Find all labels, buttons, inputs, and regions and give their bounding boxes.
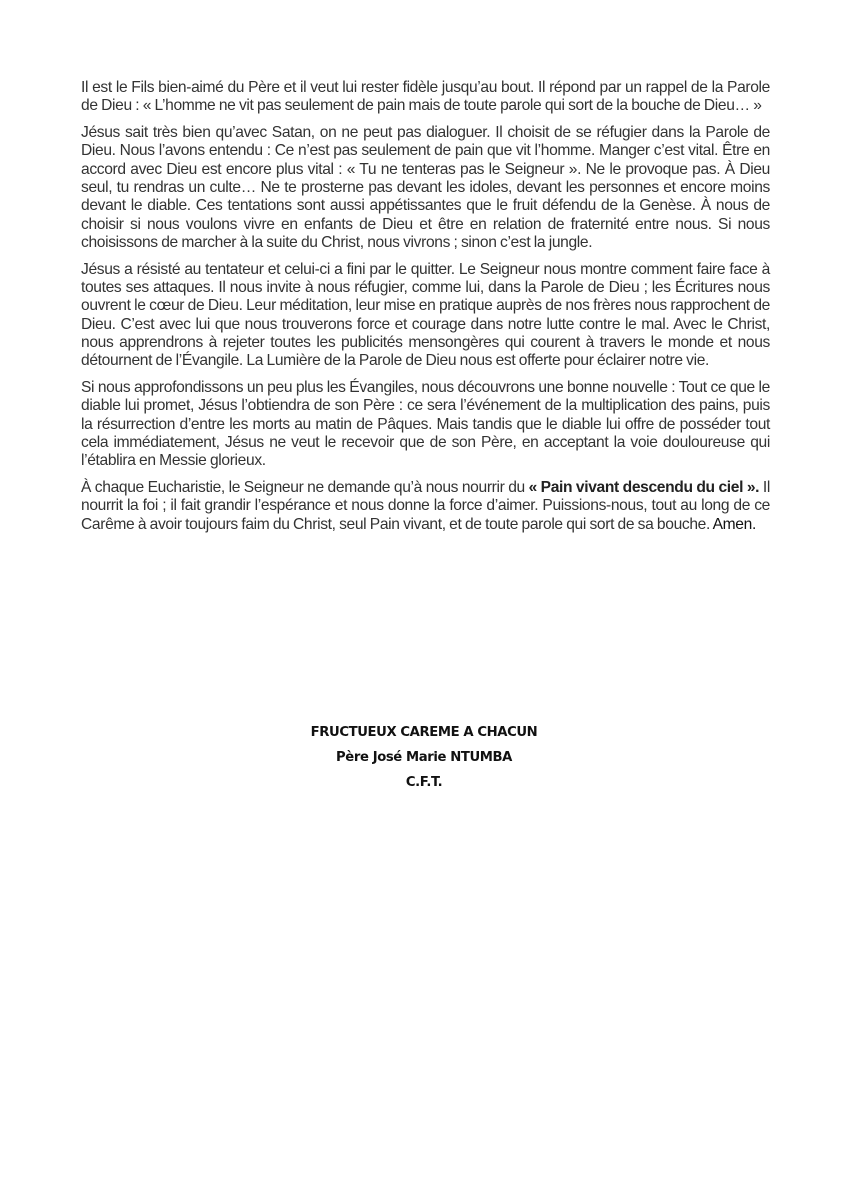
eucharistie-text-end: Il nourrit la foi ; il fait grandir l’espérance et nous donne la force d’aimer. Puissions-nous, tout au long de ce Carême à avoir toujours faim du Christ, seul Pain vivant, et de toute parole qui sort de sa bouche.	[81, 478, 770, 533]
signature-block	[0, 722, 848, 797]
eucharistie-text-start: À chaque Eucharistie, le Seigneur ne demande qu’à nous nourrir du	[81, 478, 529, 496]
amen-text: Amen.	[712, 515, 756, 533]
paragraph-resiste-tentateur: Jésus a résisté au tentateur et celui-ci a fini par le quitter. Le Seigneur nous montre comment faire face à toutes ses attaques. Il nous invite à nous réfugier, comme lui, dans la Parole de Dieu ; les Écritures nous ouvrent le cœur de Dieu. Leur méditation, leur mise en pratique auprès de nos frères nous rapprochent de Dieu. C’est avec lui que nous trouverons force et courage dans notre lutte contre le mal. Avec le Christ, nous apprendrons à rejeter toutes les publicités mensongères qui courent à travers le monde et nous détournent de l’Évangile. La Lumière de la Parole de Dieu nous est offerte pour éclairer notre vie.	[81, 260, 770, 370]
paragraph-satan-dialogue: Jésus sait très bien qu’avec Satan, on ne peut pas dialoguer. Il choisit de se réfugier dans la Parole de Dieu. Nous l’avons entendu : Ce n’est pas seulement de pain que vit l’homme. Manger c’est vital. Être en accord avec Dieu est encore plus vital : « Tu ne tenteras pas le Seigneur ». Ne le provoque pas. À Dieu seul, tu rendras un culte… Ne te prosterne pas devant les idoles, devant les personnes et encore moins devant le diable. Ces tentations sont aussi appétissantes que le fruit défendu de la Genèse. À nous de choisir si nous voulons vivre en enfants de Dieu et être en relation de fraternité entre nous. Si nous choisissons de marcher à la suite du Christ, nous vivrons ; sinon c’est la jungle.	[81, 124, 770, 251]
author-initials: C.F.T.	[405, 775, 443, 790]
pain-vivant-quote: « Pain vivant descendu du ciel ».	[528, 478, 760, 496]
paragraph-eucharistie	[81, 479, 770, 534]
closing-wish: FRUCTUEUX CAREME A CHACUN	[310, 725, 538, 740]
paragraph-fils-bien-aime: Il est le Fils bien-aimé du Père et il veut lui rester fidèle jusqu’au bout. Il répond par un rappel de la Parole de Dieu : « L’homme ne vit pas seulement de pain mais de toute parole qui sort de la bouche de Dieu… »	[81, 79, 770, 115]
document-body	[81, 79, 770, 542]
author-name: Père José Marie NTUMBA	[336, 750, 512, 765]
paragraph-evangiles: Si nous approfondissons un peu plus les Évangiles, nous découvrons une bonne nouvelle : Tout ce que le diable lui promet, Jésus l’obtiendra de son Père : ce sera l’événement de la multiplication des pains, puis la résurrection d’entre les morts au matin de Pâques. Mais tandis que le diable lui offre de posséder tout cela immédiatement, Jésus ne veut le recevoir que de son Père, en acceptant la voie douloureuse qui l’établira en Messie glorieux.	[81, 378, 770, 470]
